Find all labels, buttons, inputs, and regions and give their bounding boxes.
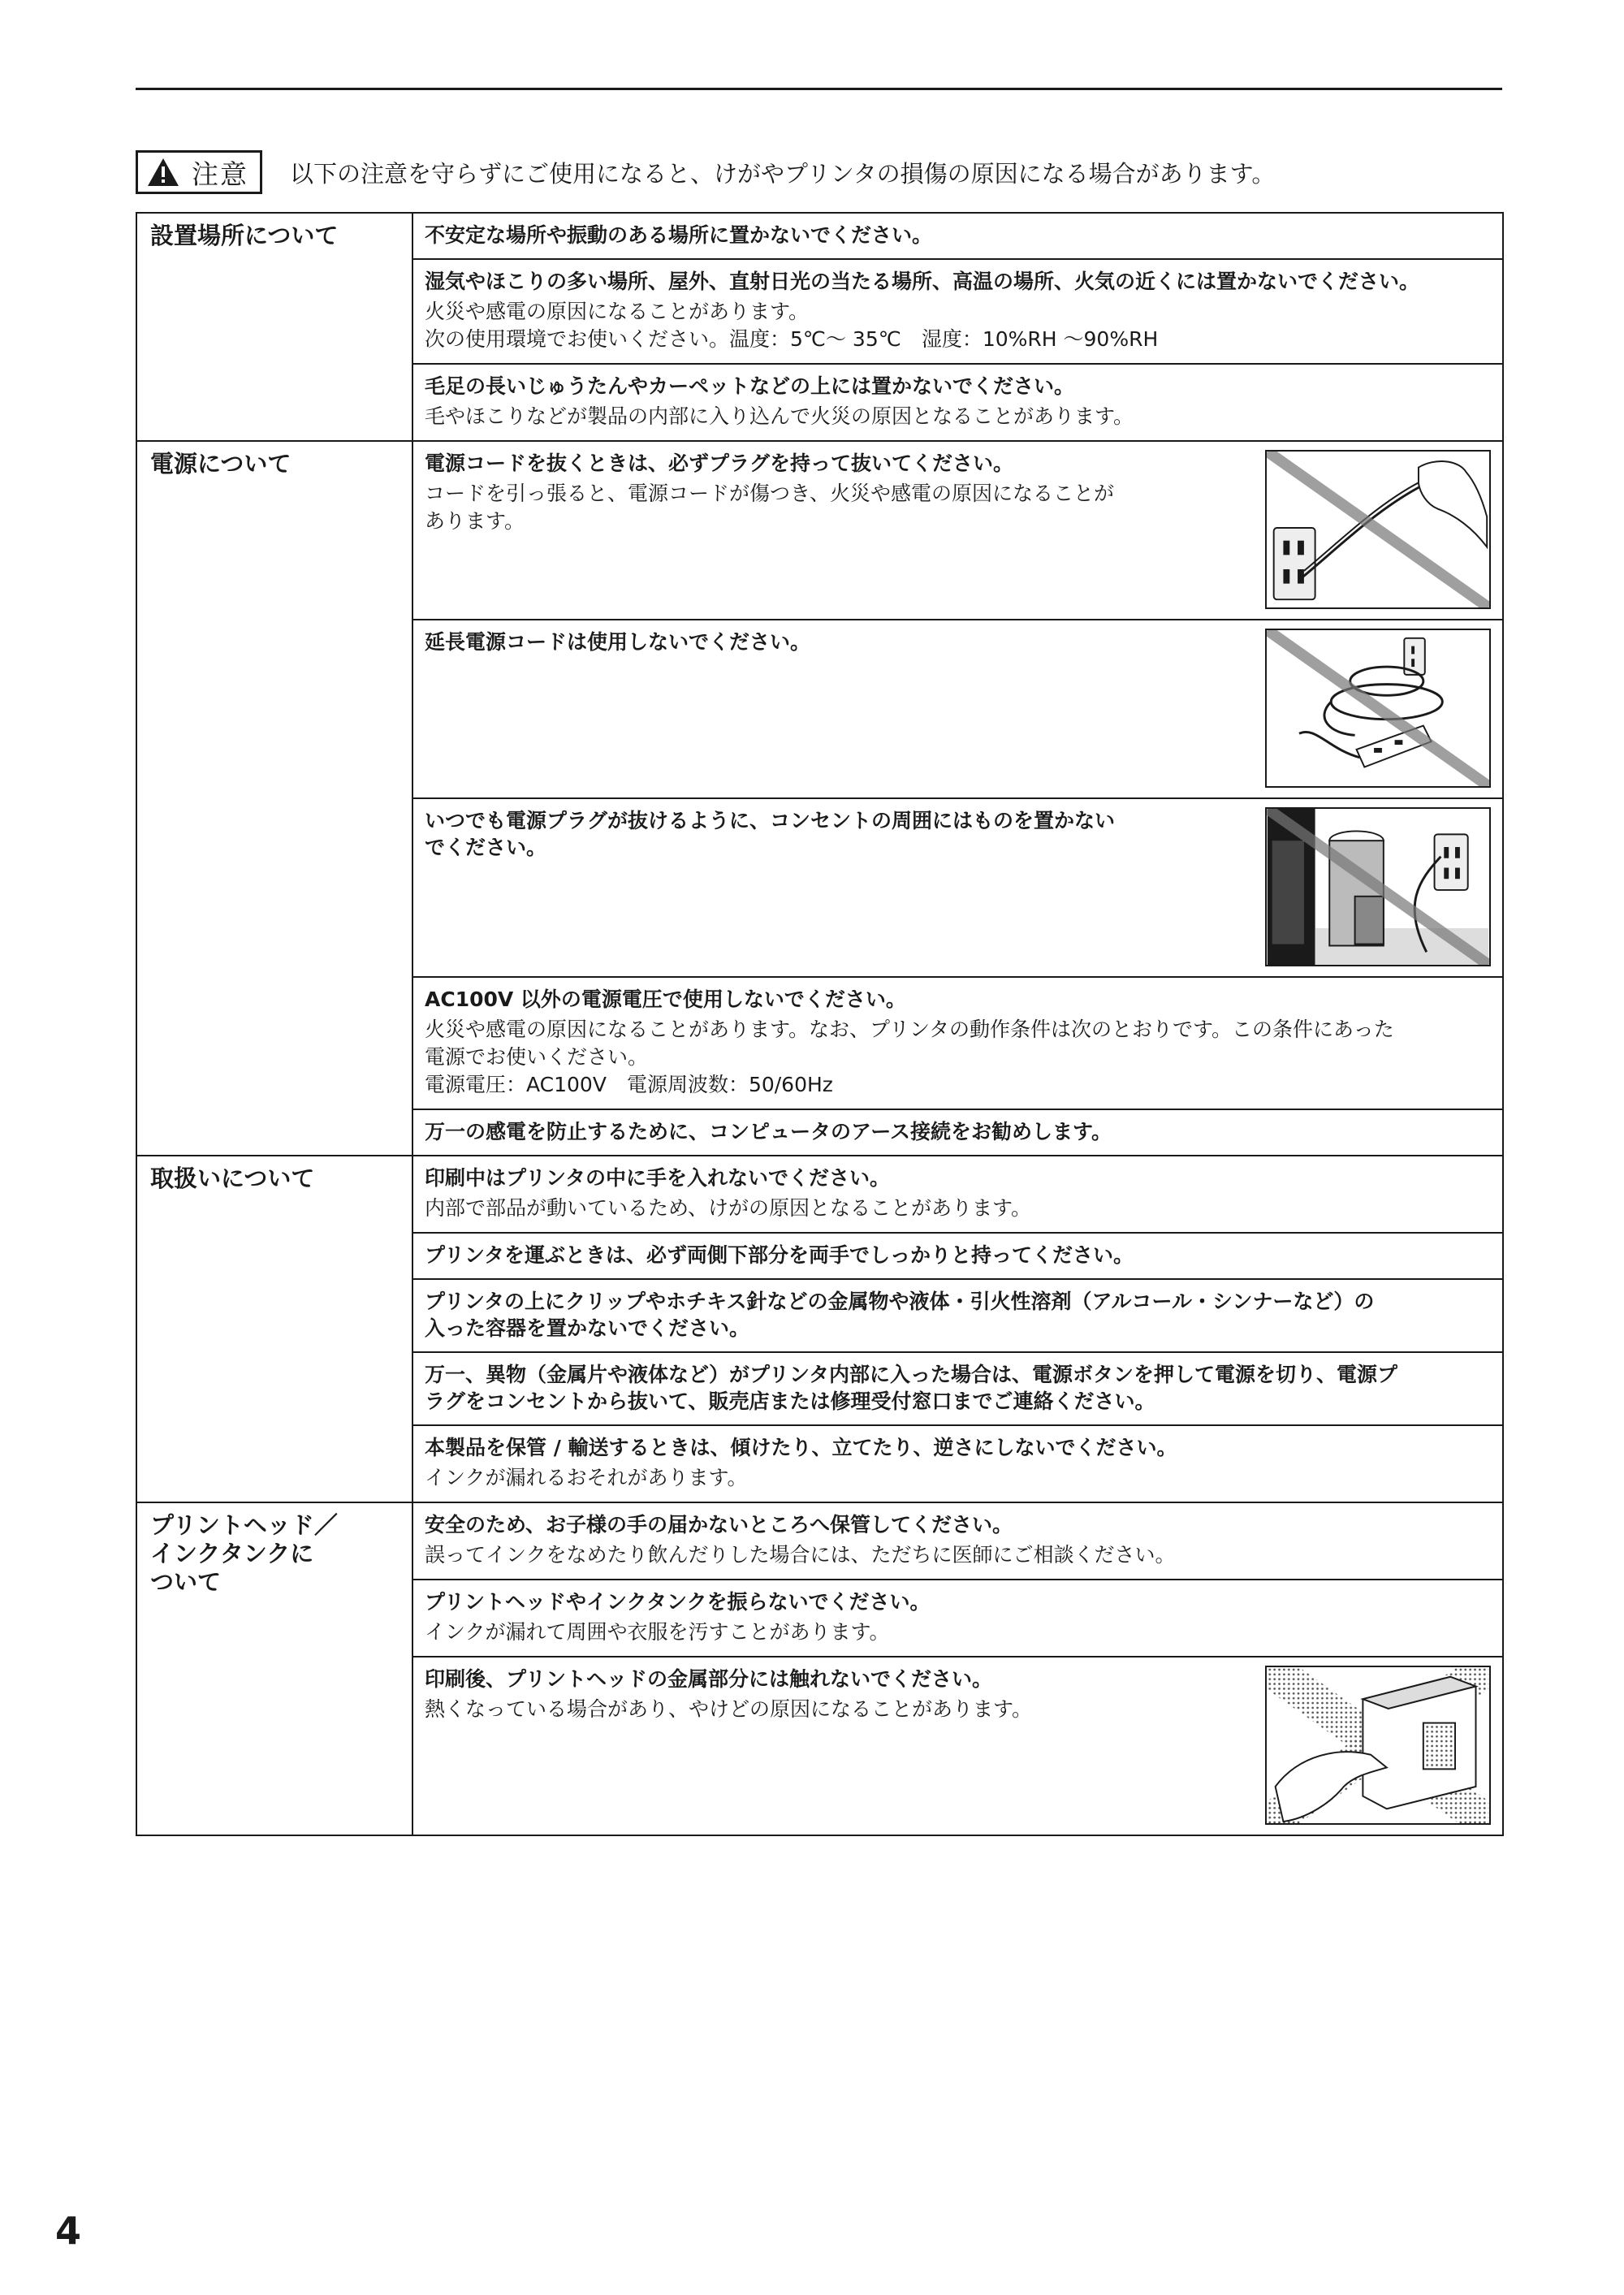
item-body: 火災や感電の原因になることがあります。 次の使用環境でお使いください。温度：5℃～ 35℃ 湿度：10%RH ～90%RH [425,300,1159,351]
item-cell [412,977,1503,1109]
item-cell [412,364,1503,441]
item-title: 印刷中はプリンタの中に手を入れないでください。 [425,1166,891,1190]
warning-triangle-icon [146,157,180,188]
item-title: プリンタの上にクリップやホチキス針などの金属物や液体・引火性溶剤（アルコール・シンナーなど）の 入った容器を置かないでください。 [425,1290,1375,1340]
item-cell [412,1156,1503,1233]
item-title: 毛足の長いじゅうたんやカーペットなどの上には置かないでください。 [425,374,1075,398]
item-cell [412,441,1503,620]
item-title: 本製品を保管 / 輸送するときは、傾けたり、立てたり、逆さにしないでください。 [425,1436,1177,1459]
extension-cord-prohibited-figure [1265,629,1491,788]
category-cell: プリントヘッド／ インクタンクに ついて [136,1502,412,1835]
item-title: 不安定な場所や振動のある場所に置かないでください。 [425,223,933,247]
caution-label: 注意 [192,158,248,190]
table-row [136,441,1503,620]
caution-badge [136,150,262,194]
item-body: 熱くなっている場合があり、やけどの原因になることがあります。 [425,1697,1033,1721]
item-body: 火災や感電の原因になることがあります。なお、プリンタの動作条件は次のとおりです。この条件にあった 電源でお使いください。 電源電圧：AC100V 電源周波数：50/60Hz [425,1018,1394,1096]
item-cell [412,620,1503,798]
category-cell: 設置場所について [136,213,412,441]
item-body: 毛やほこりなどが製品の内部に入り込んで火災の原因となることがあります。 [425,404,1134,428]
table-row [136,1156,1503,1233]
item-body: インクが漏れるおそれがあります。 [425,1466,748,1489]
table-row [136,1502,1503,1580]
item-title: 安全のため、お子様の手の届かないところへ保管してください。 [425,1513,1013,1536]
item-title: 万一の感電を防止するために、コンピュータのアース接続をお勧めします。 [425,1120,1112,1143]
item-title: 印刷後、プリントヘッドの金属部分には触れないでください。 [425,1667,993,1691]
page-number: 4 [55,2209,82,2253]
top-rule [136,88,1502,90]
item-cell [412,259,1503,364]
item-cell [412,1279,1503,1352]
item-body: コードを引っ張ると、電源コードが傷つき、火災や感電の原因になることが あります。 [425,482,1115,533]
item-cell [412,1502,1503,1580]
item-cell [412,1657,1503,1835]
print-head-metal-do-not-touch-figure [1265,1666,1491,1825]
item-title: プリントヘッドやインクタンクを振らないでください。 [425,1590,931,1614]
item-title: AC100V 以外の電源電圧で使用しないでください。 [425,988,906,1011]
caution-text: 以下の注意を守らずにご使用になると、けがやプリンタの損傷の原因になる場合があります。 [290,159,1276,188]
item-title: 電源コードを抜くときは、必ずプラグを持って抜いてください。 [425,452,1014,475]
item-cell [412,798,1503,977]
caution-header [136,150,1275,194]
item-cell [412,213,1503,259]
item-cell [412,1109,1503,1156]
item-cell [412,1352,1503,1425]
item-cell [412,1425,1503,1502]
item-cell [412,1580,1503,1657]
objects-near-outlet-prohibited-figure [1265,807,1491,966]
item-body: 誤ってインクをなめたり飲んだりした場合には、ただちに医師にご相談ください。 [425,1543,1176,1567]
item-title: 延長電源コードは使用しないでください。 [425,630,811,654]
table-row [136,213,1503,259]
item-title: 湿気やほこりの多い場所、屋外、直射日光の当たる場所、高温の場所、火気の近くには置かないでください。 [425,270,1420,293]
item-body: インクが漏れて周囲や衣服を汚すことがあります。 [425,1620,890,1644]
item-cell [412,1233,1503,1279]
item-title: プリンタを運ぶときは、必ず両側下部分を両手でしっかりと持ってください。 [425,1243,1134,1267]
unplug-by-cord-prohibited-figure [1265,450,1491,609]
item-body: 内部で部品が動いているため、けがの原因となることがあります。 [425,1196,1032,1220]
item-title: 万一、異物（金属片や液体など）がプリンタ内部に入った場合は、電源ボタンを押して電源を切り、電源プ ラグをコンセントから抜いて、販売店または修理受付窓口までご連絡ください。 [425,1363,1398,1413]
item-title: いつでも電源プラグが抜けるように、コンセントの周囲にはものを置かない でください。 [425,809,1116,859]
notice-table [136,212,1504,1836]
category-cell: 電源について [136,441,412,1156]
category-cell: 取扱いについて [136,1156,412,1502]
